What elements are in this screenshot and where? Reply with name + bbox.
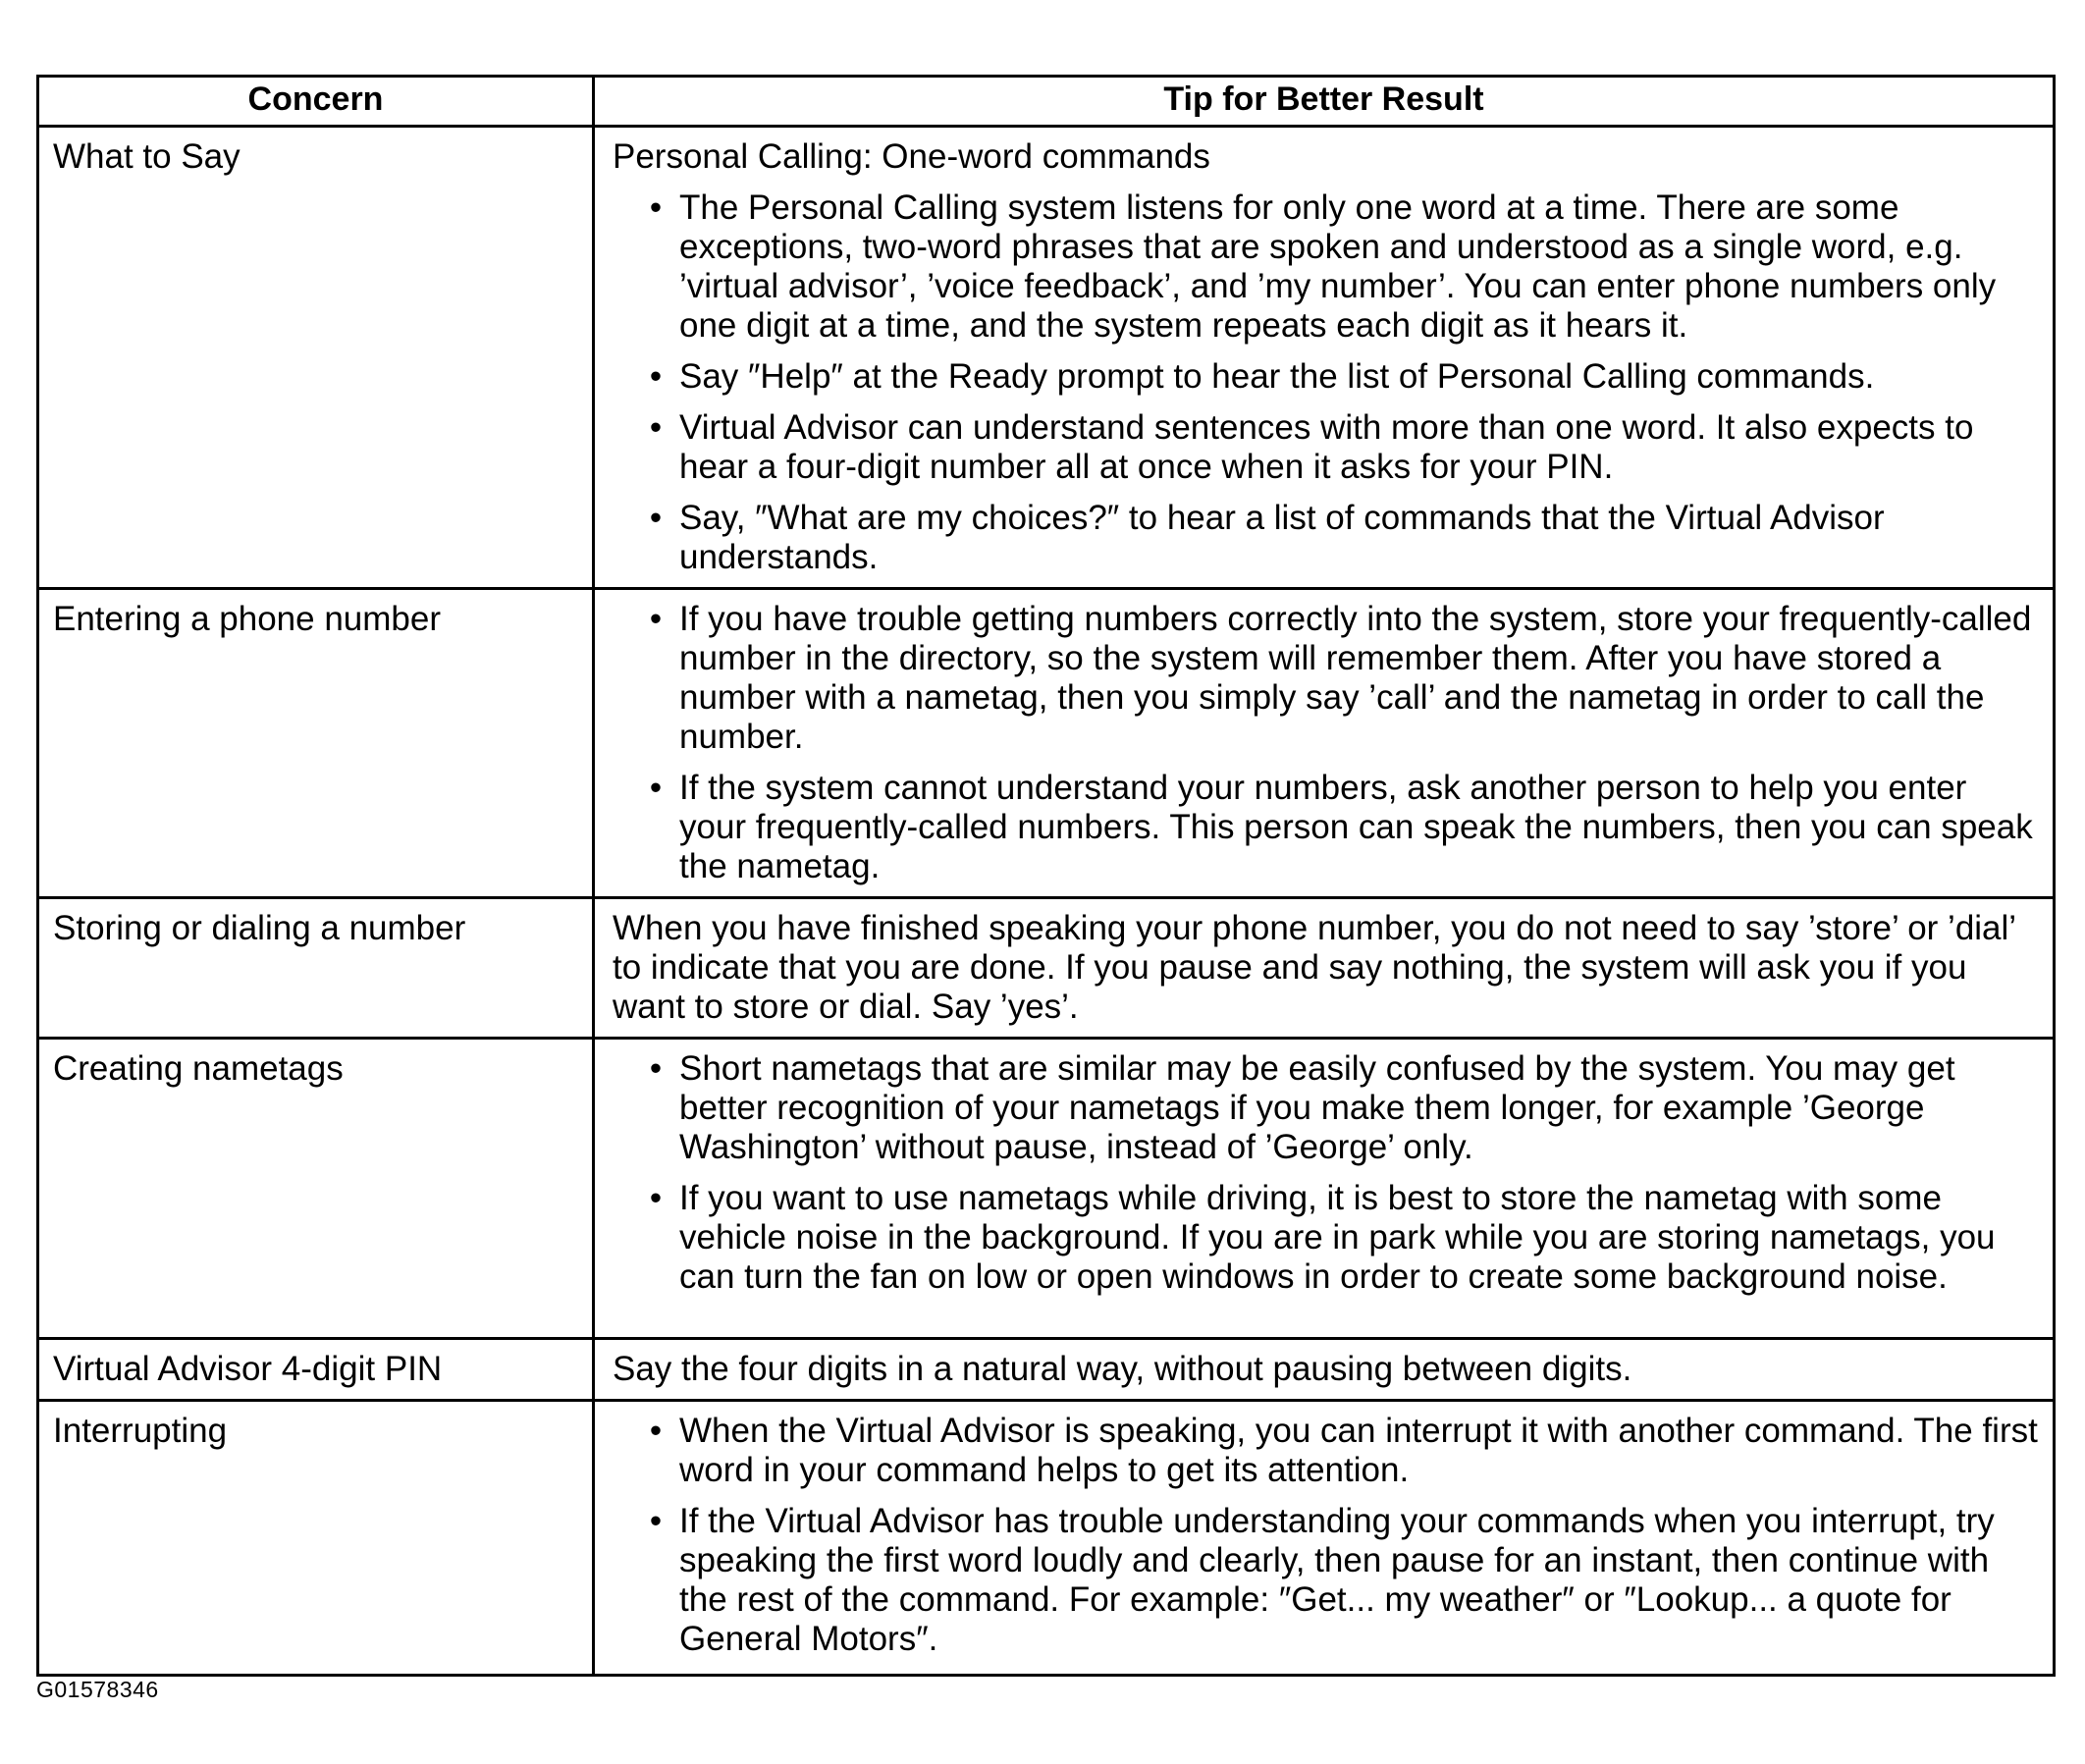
bullet-icon: • [649, 1179, 663, 1217]
tip-intro: Personal Calling: One-word commands [613, 137, 1210, 176]
list-item [649, 769, 2041, 886]
table-row [38, 1039, 2055, 1339]
concern-cell: Entering a phone number [38, 589, 594, 898]
table-row [38, 1339, 2055, 1401]
tip-cell [594, 1039, 2055, 1339]
bullet-text: If the system cannot understand your numbers, ask another person to help you enter your frequently-called numbers. This person can speak the numbers, then you can speak the nametag. [679, 769, 2033, 885]
tip-bullet-list [613, 188, 2041, 577]
tip-bullet-list [613, 1049, 2041, 1297]
list-item [649, 1502, 2041, 1659]
table-row [38, 589, 2055, 898]
list-item [649, 600, 2041, 757]
list-item [649, 1049, 2041, 1167]
tip-cell [594, 127, 2055, 589]
bullet-text: If you have trouble getting numbers correctly into the system, store your frequently-called number in the directory, so the system will remember them. After you have stored a number with a nametag, then you simply say ’call’ and the nametag in order to call the number. [679, 600, 2032, 756]
table-row [38, 898, 2055, 1039]
list-item [649, 1179, 2041, 1297]
tips-table [36, 75, 2056, 1677]
concern-cell: Creating nametags [38, 1039, 594, 1339]
bullet-icon: • [649, 1502, 663, 1540]
concern-cell: Interrupting [38, 1401, 594, 1676]
bullet-text: When the Virtual Advisor is speaking, you can interrupt it with another command. The first word in your command helps to get its attention. [679, 1412, 2038, 1489]
bullet-icon: • [649, 499, 663, 537]
tip-column-header: Tip for Better Result [594, 77, 2055, 127]
bullet-text: If the Virtual Advisor has trouble understanding your commands when you interrupt, try speaking the first word loudly and clearly, then pause for an instant, then continue with the rest of the command. For example: ″Get... my weather″ or ″Lookup... a quote for General Motors″. [679, 1502, 1995, 1658]
tip-text: Say the four digits in a natural way, without pausing between digits. [613, 1350, 1632, 1388]
table-row [38, 127, 2055, 589]
list-item [649, 357, 2041, 397]
bullet-icon: • [649, 357, 663, 396]
bullet-text: The Personal Calling system listens for only one word at a time. There are some exceptions, two-word phrases that are spoken and understood as a single word, e.g. ’virtual advisor’, ’voice feedback’, and ’my number’. You can enter phone numbers only one digit at a time, and the system repeats each digit as it hears it. [679, 188, 1997, 345]
tip-text: When you have finished speaking your phone number, you do not need to say ’store’ or ’dial’ to indicate that you are done. If you pause and say nothing, the system will ask you if you want to store or dial. Say ’yes’. [613, 909, 2015, 1026]
bullet-text: If you want to use nametags while driving, it is best to store the nametag with some vehicle noise in the background. If you are in park while you are storing nametags, you can turn the fan on low or open windows in order to create some background noise. [679, 1179, 1996, 1296]
tip-cell [594, 1339, 2055, 1401]
bullet-text: Say, ″What are my choices?″ to hear a list of commands that the Virtual Advisor understands. [679, 499, 1885, 576]
bullet-icon: • [649, 600, 663, 638]
concern-column-header: Concern [38, 77, 594, 127]
list-item [649, 408, 2041, 487]
tip-cell [594, 1401, 2055, 1676]
tip-bullet-list [613, 600, 2041, 886]
tip-cell [594, 589, 2055, 898]
bullet-icon: • [649, 188, 663, 227]
concern-cell: Virtual Advisor 4-digit PIN [38, 1339, 594, 1401]
bullet-icon: • [649, 408, 663, 447]
bullet-text: Short nametags that are similar may be easily confused by the system. You may get better recognition of your nametags if you make them longer, for example ’George Washington’ without pause, instead of ’George’ only. [679, 1049, 1955, 1166]
bullet-text: Say ″Help″ at the Ready prompt to hear the list of Personal Calling commands. [679, 357, 1875, 396]
bullet-text: Virtual Advisor can understand sentences with more than one word. It also expects to hear a four-digit number all at once when it asks for your PIN. [679, 408, 1974, 486]
header-row [38, 77, 2055, 127]
tip-bullet-list [613, 1412, 2041, 1659]
bullet-icon: • [649, 1412, 663, 1450]
concern-cell: What to Say [38, 127, 594, 589]
list-item [649, 499, 2041, 577]
concern-cell: Storing or dialing a number [38, 898, 594, 1039]
tip-cell [594, 898, 2055, 1039]
figure-code: G01578346 [36, 1677, 159, 1702]
bullet-icon: • [649, 769, 663, 807]
list-item [649, 188, 2041, 346]
list-item [649, 1412, 2041, 1490]
table-row [38, 1401, 2055, 1676]
bullet-icon: • [649, 1049, 663, 1088]
